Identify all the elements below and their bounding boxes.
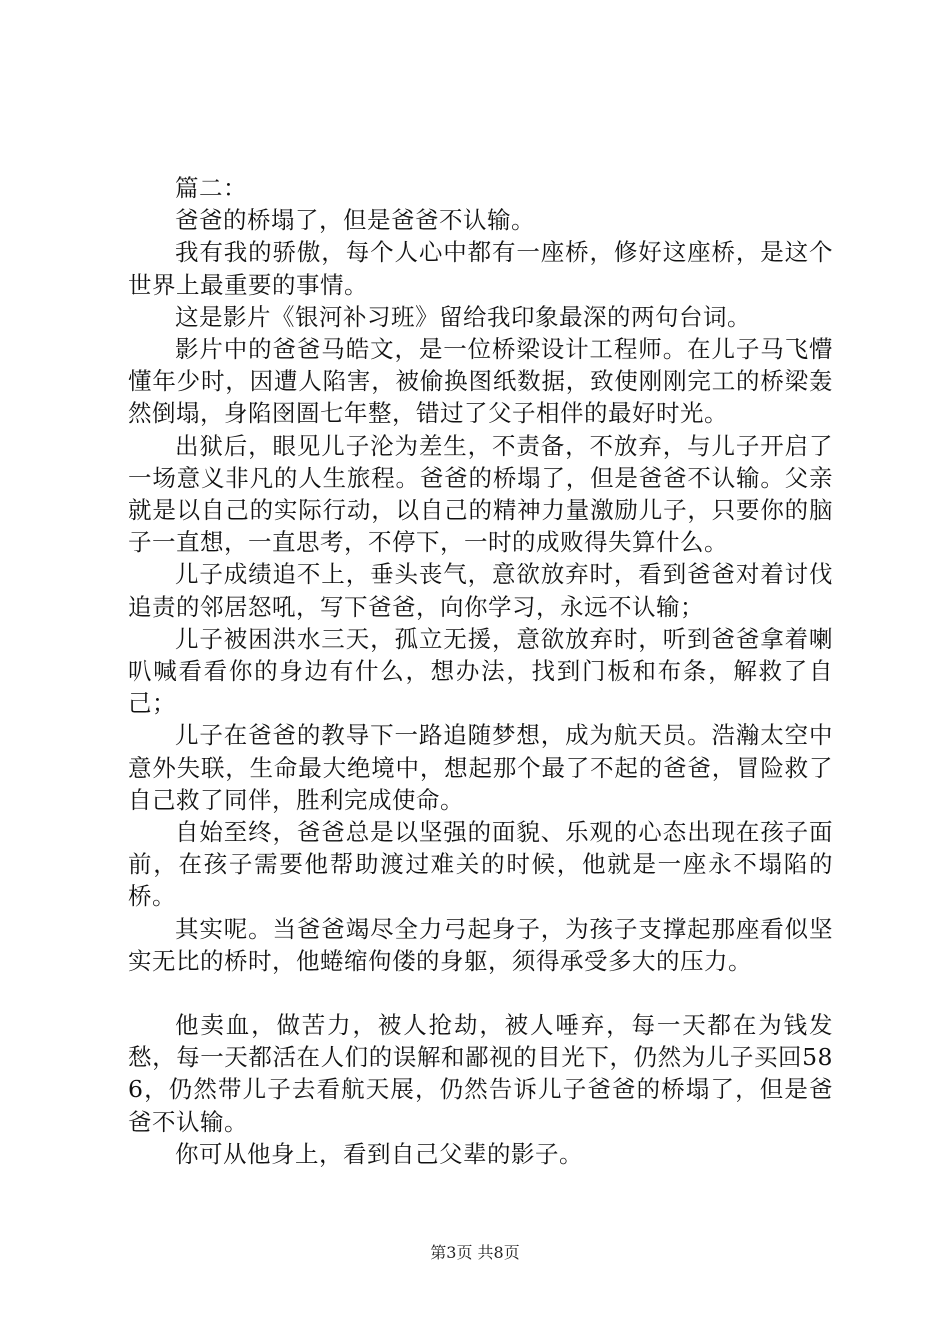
paragraph: 你可从他身上，看到自己父辈的影子。 — [175, 1139, 583, 1168]
section-heading: 篇二： — [175, 174, 247, 202]
paragraph: 影片中的爸爸马皓文，是一位桥梁设计工程师。在儿子马飞懵懂年少时，因遭人陷害，被偷换图纸数据，致使刚刚完工的桥梁轰然倒塌，身陷囹圄七年整，错过了父子相伴的最好时光。 — [128, 335, 833, 428]
paragraph: 他卖血，做苦力，被人抢劫，被人唾弃，每一天都在为钱发愁，每一天都活在人们的误解和鄙视的目光下，仍然为儿子买回586，仍然带儿子去看航天展，仍然告诉儿子爸爸的桥塌了，但是爸爸不认输。 — [128, 1011, 833, 1136]
paragraph: 出狱后，眼见儿子沦为差生，不责备，不放弃，与儿子开启了一场意义非凡的人生旅程。爸爸的桥塌了，但是爸爸不认输。父亲就是以自己的实际行动，以自己的精神力量激励儿子，只要你的脑子一直想，一直思考，不停下，一时的成败得失算什么。 — [128, 431, 833, 557]
paragraph: 儿子成绩追不上，垂头丧气，意欲放弃时，看到爸爸对着讨伐追责的邻居怒吼，写下爸爸，向你学习，永远不认输； — [128, 560, 833, 621]
article-body — [128, 172, 833, 1170]
paragraph-spacer — [128, 977, 833, 1009]
paragraph: 这是影片《银河补习班》留给我印象最深的两句台词。 — [175, 302, 751, 331]
paragraph: 儿子被困洪水三天，孤立无援，意欲放弃时，听到爸爸拿着喇叭喊看看你的身边有什么，想办法，找到门板和布条，解救了自己； — [128, 624, 833, 718]
paragraph: 自始至终，爸爸总是以坚强的面貌、乐观的心态出现在孩子面前，在孩子需要他帮助渡过难关的时候，他就是一座永不塌陷的桥。 — [128, 818, 833, 911]
page-number-footer: 第3页 共8页 — [430, 1243, 520, 1262]
paragraph: 儿子在爸爸的教导下一路追随梦想，成为航天员。浩瀚太空中意外失联，生命最大绝境中，想起那个最了不起的爸爸，冒险救了自己救了同伴，胜利完成使命。 — [128, 721, 833, 814]
paragraph: 爸爸的桥塌了，但是爸爸不认输。 — [175, 206, 535, 235]
paragraph: 其实呢。当爸爸竭尽全力弓起身子，为孩子支撑起那座看似坚实无比的桥时，他蜷缩佝偻的身躯，须得承受多大的压力。 — [128, 914, 833, 975]
paragraph: 我有我的骄傲，每个人心中都有一座桥，修好这座桥，是这个世界上最重要的事情。 — [128, 238, 833, 299]
